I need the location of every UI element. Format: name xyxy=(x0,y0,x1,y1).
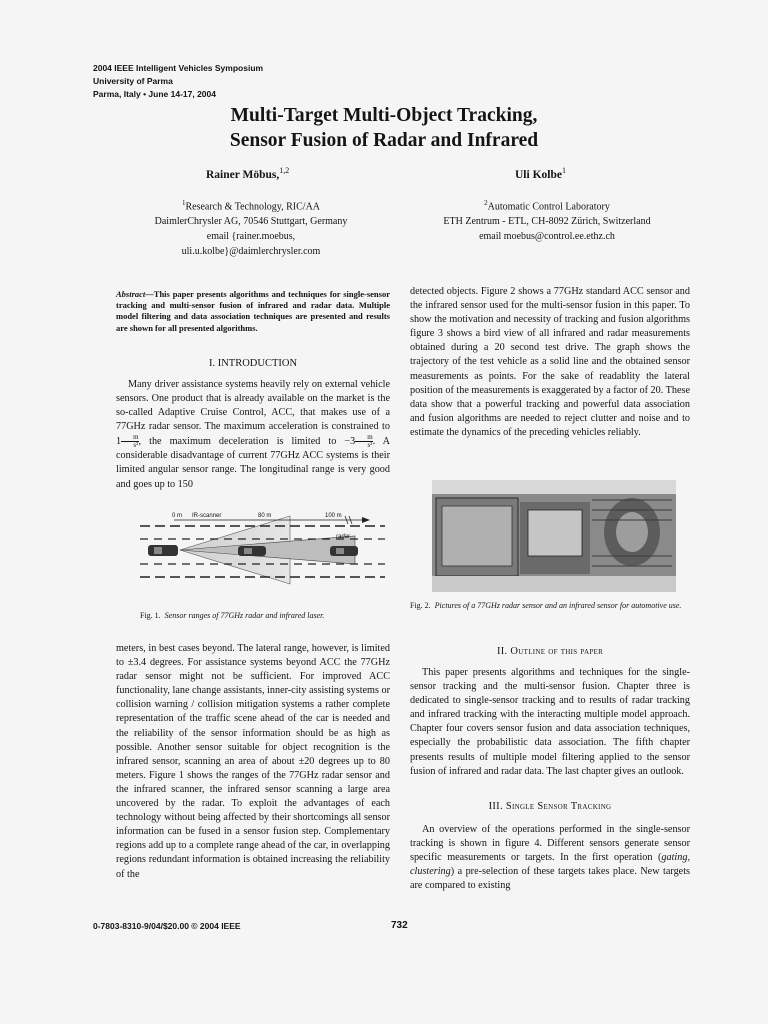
author-right-name: Uli Kolbe xyxy=(515,168,562,181)
abstract-lead: Abstract— xyxy=(116,289,154,299)
title-line-2: Sensor Fusion of Radar and Infrared xyxy=(229,130,539,151)
figure-2-caption-label: Fig. 2. xyxy=(410,601,431,610)
author-left-name: Rainer Möbus, xyxy=(206,168,280,181)
label-80m: 80 m xyxy=(258,513,272,519)
affiliation-left-line4: uli.u.kolbe}@daimlerchrysler.com xyxy=(181,246,321,258)
emphasis-gating-clustering: gating, clustering xyxy=(410,852,690,878)
outline-paragraph: This paper presents algorithms and techniques for the single-sensor tracking and the multi-sensor fusion. Chapter three is dedicated to single-sensor tracking and to results of radar tracking and infrared tracking with the interacting multiple model approach. Chapter four covers sensor fusion and data association techniques, especially the probabilistic data association. The fifth chapter presents results of multiple model filtering applied to the sensor fusion of infrared and radar data. The last chapter gives an outlook. xyxy=(410,667,690,777)
fraction-2: $\frac{m}{\text{s²}}$ xyxy=(355,434,372,449)
right-column-paragraph-1: detected objects. Figure 2 shows a 77GHz standard ACC sensor and the infrared sensor used for the multi-sensor fusion in this paper. To show the motivation and necessity of tracking and fusion algorithms figure 3 shows a bird view of all infrared and radar measurements obtained during a 20 second test drive. The graph shows the trajectory of the test vehicle as a solid line and the obtained sensor measurements as points. For the sake of readablity the lateral position of the measurements is exaggerated by a factor of 20. These data show that a powerful tracking and powerful data association and fusion algorithms are needed to reject clutter and noise and to estimate the dynamics of the preceding vehicles reliably. xyxy=(410,286,690,438)
conference-name: 2004 IEEE Intelligent Vehicles Symposium xyxy=(93,63,264,73)
conference-place-date: Parma, Italy • June 14-17, 2004 xyxy=(93,89,216,99)
conference-header xyxy=(93,62,263,101)
section-heading-outline: II. Outline of this paper xyxy=(496,646,604,657)
figure-1 xyxy=(140,508,390,598)
abstract-text: This paper presents algorithms and techniques for single-sensor tracking and multi-sensor fusion of infrared and radar data. Multiple model filtering and data association techniques are presented and results are shown for all presented algorithms. xyxy=(116,289,390,333)
affiliation-right: $^2$Automatic Control Laboratory ETH Zentrum - ETL, CH-8092 Zürich, Switzerland email moebus@control.ee.ethz.ch xyxy=(402,196,692,244)
single-sensor-paragraph: An overview of the operations performed in the single-sensor tracking is shown in figure 4. Different sensors generate sensor specific measurements or targets. In the first operation (gating, clustering) a pre-selection of these targets takes place. New targets are compared to existing xyxy=(410,824,690,892)
footer-isbn: 0-7803-8310-9/04/$20.00 © 2004 IEEE xyxy=(93,921,241,931)
affiliation-right-line2: ETH Zentrum - ETL, CH-8092 Zürich, Switzerland xyxy=(443,216,651,228)
paper-title xyxy=(0,103,768,153)
label-ir-scanner: IR-scanner xyxy=(192,513,222,519)
author-right-sup: 1 xyxy=(561,166,566,175)
affiliation-left-line3: email {rainer.moebus, xyxy=(206,231,296,243)
affiliation-right-line1: Automatic Control Laboratory xyxy=(487,201,610,213)
page-number: 732 xyxy=(391,920,408,931)
figure-1-caption-text: Sensor ranges of 77GHz radar and infrared laser. xyxy=(164,611,325,620)
sensor-photo-illustration xyxy=(432,480,676,592)
ego-car-icon xyxy=(148,545,178,556)
fraction-1: $\frac{m}{\text{s²}}$ xyxy=(121,434,138,449)
label-0m: 0 m xyxy=(172,513,183,519)
figure-1-caption-label: Fig. 1. xyxy=(140,611,161,620)
figure-2-caption-text: Pictures of a 77GHz radar sensor and an infrared sensor for automotive use. xyxy=(434,601,682,610)
section-heading-single-sensor: III. Single Sensor Tracking xyxy=(488,801,612,812)
affiliation-left: $^1$Research & Technology, RIC/AA DaimlerChrysler AG, 70546 Stuttgart, Germany email {rainer.moebus, uli.u.kolbe}@daimlerchrysler.com xyxy=(116,196,386,259)
university-name: University of Parma xyxy=(93,76,173,86)
left-column-paragraph-2: meters, in best cases beyond. The lateral range, however, is limited to ±3.4 degrees. For assistance systems beyond ACC the 77GHz radar sensor might not be sufficient. For improved ACC functionality, lane change assistants, inner-city assisting systems or collision warning / collision mitigation systems a rather complete representation of the traffic scene ahead of the car is needed and the reliability of the sensor information should be as high as possible. Another sensor suitable for object recognition is the infrared sensor, scanning an area of about ±20 degrees up to 80 meters. Figure 1 shows the ranges of the 77GHz radar sensor and the infrared scanner, the infrared sensor scanning a large area uncovered by the radar. To exploit the advantages of each technology without being affected by their shortcomings all sensor information can be fused in a sensor fusion step. Complementary regions add up to a complete range ahead of the car, in overlapping regions redundant information is obtained increasing the reliability of the xyxy=(116,643,390,880)
affiliation-left-line2: DaimlerChrysler AG, 70546 Stuttgart, Germany xyxy=(154,216,348,228)
figure-2-caption xyxy=(410,600,694,611)
author-right xyxy=(515,166,566,181)
affiliation-right-line3: email moebus@control.ee.ethz.ch xyxy=(479,231,615,243)
sensor-range-diagram xyxy=(140,508,390,598)
author-left xyxy=(206,166,289,181)
intro-paragraph: Many driver assistance systems heavily rely on external vehicle sensors. One product that is already available on the market is the so-called Adaptive Cruise Control, ACC, that makes use of a 77GHz radar sensor. The maximum acceleration is constrained to 1 $\frac{m}{\text{s²}}$ , the maximum deceleration is limited to −3 $\frac{m}{\text{s²}}$ . A considerable disadvantage of current 77GHz ACC systems is their limited angular sensor range. The longitudinal range is very good and goes up to 150 xyxy=(116,379,391,490)
figure-2-photo xyxy=(432,480,676,592)
author-left-sup: 1,2 xyxy=(279,166,290,175)
title-line-1: Multi-Target Multi-Object Tracking, xyxy=(230,105,538,126)
abstract xyxy=(116,289,390,334)
affiliation-left-line1: Research & Technology, RIC/AA xyxy=(185,201,321,213)
figure-1-caption xyxy=(140,610,400,621)
section-heading-introduction: I. INTRODUCTION xyxy=(208,358,298,369)
label-100m: 100 m xyxy=(325,513,342,519)
label-radar: radar xyxy=(336,534,351,540)
